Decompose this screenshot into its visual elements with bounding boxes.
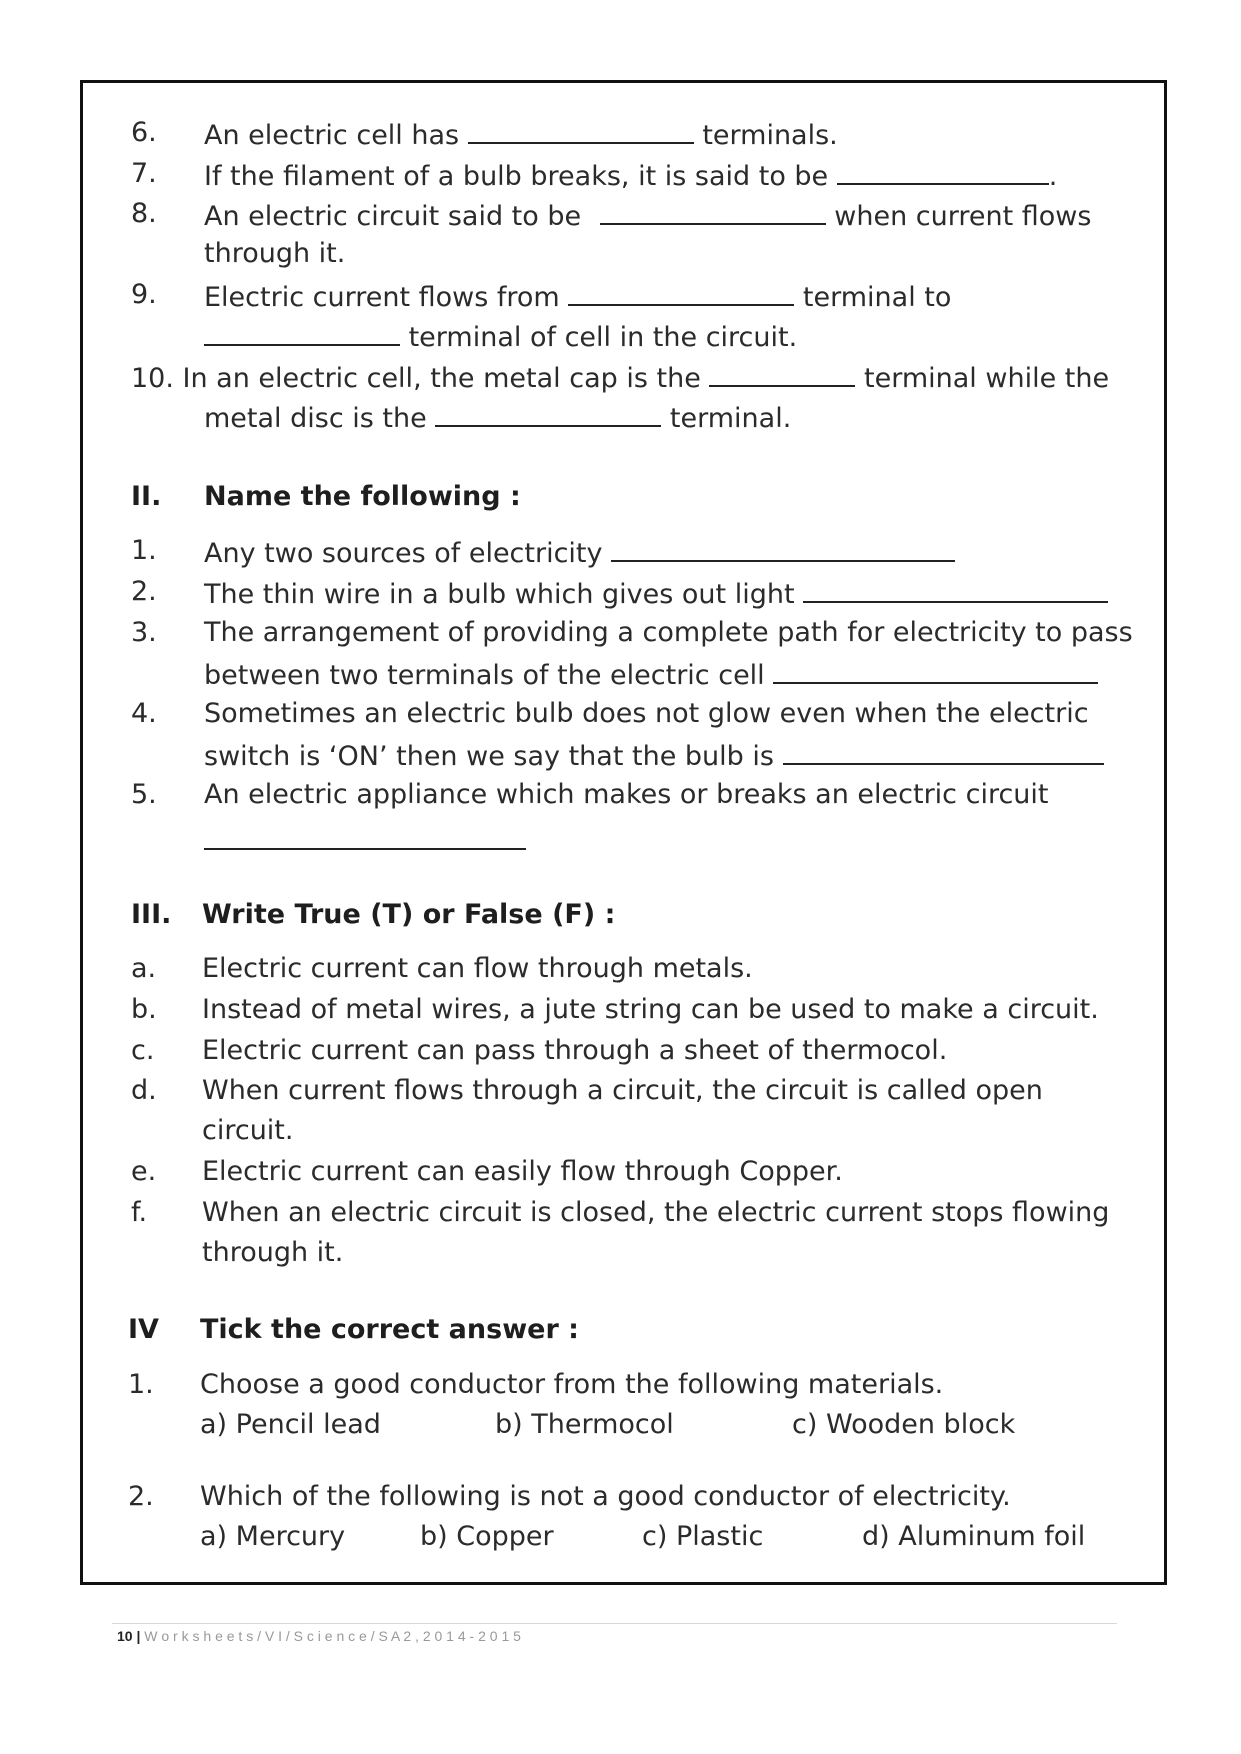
iii-c-number: c. — [131, 1035, 155, 1066]
q7: If the filament of a bulb breaks, it is said to be . — [204, 157, 1057, 194]
iv-1: Choose a good conductor from the following materials. — [200, 1369, 944, 1400]
iv-2-option-c[interactable]: c) Plastic — [642, 1521, 764, 1552]
answer-blank[interactable] — [611, 534, 955, 562]
answer-blank[interactable] — [568, 278, 794, 306]
iv-1-option-c[interactable]: c) Wooden block — [792, 1409, 1016, 1440]
iv-2: Which of the following is not a good conductor of electricity. — [200, 1481, 1011, 1512]
answer-blank[interactable] — [468, 116, 694, 144]
ii-1: Any two sources of electricity — [204, 534, 955, 571]
q8-number: 8. — [131, 198, 157, 229]
q9-cont: terminal of cell in the circuit. — [204, 318, 797, 355]
iii-b-number: b. — [131, 994, 157, 1025]
iii-e-number: e. — [131, 1156, 157, 1187]
q10: 10. In an electric cell, the metal cap is the terminal while the — [131, 359, 1109, 396]
ii-4: Sometimes an electric bulb does not glow even when the electric — [204, 698, 1089, 729]
ii-4-cont: switch is ‘ON’ then we say that the bulb is — [204, 737, 1104, 774]
ii-2: The thin wire in a bulb which gives out light — [204, 575, 1108, 612]
section-iv-heading: Tick the correct answer : — [200, 1314, 579, 1345]
q7-number: 7. — [131, 158, 157, 189]
q6-number: 6. — [131, 117, 157, 148]
iii-d-number: d. — [131, 1075, 157, 1106]
q8-cont: through it. — [204, 238, 346, 269]
q10-cont: metal disc is the terminal. — [204, 399, 791, 436]
answer-blank[interactable] — [837, 157, 1049, 185]
section-ii-number: II. — [131, 481, 162, 512]
section-ii-heading: Name the following : — [204, 481, 521, 512]
answer-blank[interactable] — [709, 359, 855, 387]
answer-blank[interactable] — [803, 575, 1108, 603]
footer-text: W o r k s h e e t s / V I / S c i e n c e / S A 2 , 2 0 1 4 - 2 0 1 5 — [144, 1628, 521, 1644]
iv-2-number: 2. — [128, 1481, 154, 1512]
section-iii-heading: Write True (T) or False (F) : — [202, 899, 616, 930]
page-number: 10 | — [117, 1628, 141, 1644]
iii-d: When current flows through a circuit, the circuit is called open — [202, 1075, 1043, 1106]
ii-1-number: 1. — [131, 535, 157, 566]
ii-3: The arrangement of providing a complete path for electricity to pass — [204, 617, 1133, 648]
section-iv-number: IV — [128, 1314, 159, 1345]
ii-2-number: 2. — [131, 576, 157, 607]
iii-a-number: a. — [131, 953, 157, 984]
footer — [117, 1628, 521, 1644]
ii-3-cont: between two terminals of the electric cell — [204, 656, 1098, 693]
iii-f: When an electric circuit is closed, the electric current stops flowing — [202, 1197, 1110, 1228]
q6: An electric cell has terminals. — [204, 116, 838, 153]
section-iii-number: III. — [131, 899, 172, 930]
answer-blank[interactable] — [204, 318, 400, 346]
iii-f-number: f. — [131, 1197, 148, 1228]
iii-a: Electric current can flow through metals. — [202, 953, 753, 984]
iv-1-option-b[interactable]: b) Thermocol — [495, 1409, 674, 1440]
iv-1-number: 1. — [128, 1369, 154, 1400]
footer-divider — [112, 1623, 1117, 1624]
iv-2-option-b[interactable]: b) Copper — [420, 1521, 554, 1552]
q9: Electric current flows from terminal to — [204, 278, 951, 315]
iv-2-option-d[interactable]: d) Aluminum foil — [862, 1521, 1086, 1552]
answer-blank[interactable] — [435, 399, 661, 427]
iii-c: Electric current can pass through a sheet of thermocol. — [202, 1035, 948, 1066]
iii-e: Electric current can easily flow through Copper. — [202, 1156, 843, 1187]
iii-f-cont: through it. — [202, 1237, 344, 1268]
answer-blank[interactable] — [783, 737, 1104, 765]
iii-d-cont: circuit. — [202, 1115, 294, 1146]
q9-number: 9. — [131, 279, 157, 310]
q8: An electric circuit said to be when current flows — [204, 197, 1091, 234]
iv-2-option-a[interactable]: a) Mercury — [200, 1521, 346, 1552]
ii-3-number: 3. — [131, 617, 157, 648]
ii-5-number: 5. — [131, 779, 157, 810]
answer-blank[interactable] — [204, 822, 526, 850]
answer-blank[interactable] — [600, 197, 826, 225]
iv-1-option-a[interactable]: a) Pencil lead — [200, 1409, 381, 1440]
iii-b: Instead of metal wires, a jute string can be used to make a circuit. — [202, 994, 1099, 1025]
answer-blank[interactable] — [773, 656, 1098, 684]
ii-5: An electric appliance which makes or breaks an electric circuit — [204, 779, 1049, 810]
ii-4-number: 4. — [131, 698, 157, 729]
